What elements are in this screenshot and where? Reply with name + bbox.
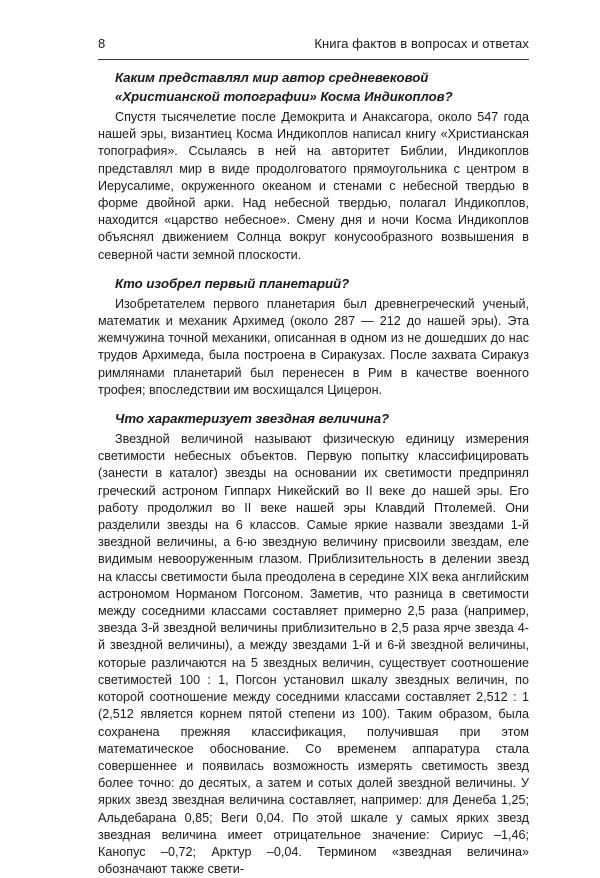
- page-body: [98, 68, 529, 878]
- page-header: [98, 36, 529, 58]
- section-magnitude: [98, 409, 529, 878]
- answer-paragraph: Спустя тысячелетие после Демокрита и Анаксагора, около 547 года нашей эры, византиец Косма Индикоплов написал книгу «Христианская топография». Ссылаясь в ней на авторитет Библии, Индикоплов представлял мир в виде продолговатого прямоугольника с центром в Иерусалиме, окруженного океаном и стенами с небесной твердью в форме двойной арки. Над небесной твердью, полагал Индикоплов, находится «царство небесное». Смену дня и ночи Косма Индикоплов объяснял движением Солнца вокруг конусообразного возвышения в северной части земной плоскости.: [98, 110, 529, 262]
- running-title: Книга фактов в вопросах и ответах: [314, 36, 529, 51]
- section-planetarium: [98, 274, 529, 399]
- question-heading: Кто изобрел первый планетарий?: [115, 275, 350, 291]
- header-rule: [98, 59, 529, 60]
- answer-paragraph: Звездной величиной называют физическую единицу измерения светимости небесных объектов. Первую попытку классифицировать (занести в каталог) звезды на основании их светимости предпринял греческий астроном Гиппарх Никейский во II веке до нашей эры. Его работу продолжил во II веке нашей эры Клавдий Птолемей. Они разделили звезды на 6 классов. Самые яркие назвали звездами 1-й звездной величины, а 6-ю звездную величину присвоили звездам, еле видимым невооруженным глазом. Приблизительность в делении звезд на классы светимости была преодолена в середине XIX века английским астрономом Норманом Погсоном. Заметив, что разница в светимости между соседними классами составляет примерно 2,5 раза (например, звезда 3-й звездной величины приблизительно в 2,5 раза ярче звезда 4-й звездной величины), а между звездами 1-й и 6-й звездной величины, которые различаются на 5 звездных величин, существует соотношение светимостей 100 : 1, Погсон установил шкалу звездных величин, по которой соотношение между соседними классами составляет 2,512 : 1 (2,512 является корнем пятой степени из 100). Таким образом, была сохранена прежняя классификация, получившая при этом математическое обоснование. Со временем аппаратура стала совершеннее и появилась возможность измерять светимость звезд более точно: до десятых, а затем и сотых долей звездной величины. У ярких звезд звездная величина составляет, например: для Денеба 1,25; Альдебарана 0,85; Веги 0,04. По этой шкале у самых ярких звезд звездная величина имеет отрицательное значение: Сириус –1,46; Канопус –0,72; Арктур –0,04. Термином «звездная величина» обозначают также свети-: [98, 432, 529, 877]
- question-heading: Каким представлял мир автор средневековой «Христианской топографии» Косма Индикоплов?: [115, 70, 453, 104]
- page-number: 8: [98, 36, 106, 51]
- section-cosmas: [98, 68, 529, 264]
- answer-paragraph: Изобретателем первого планетария был древнегреческий ученый, математик и механик Архимед (около 287 — 212 до нашей эры). Эта жемчужина точной механики, описанная в одном из не дошедших до нас трудов Архимеда, была построена в Сиракузах. После захвата Сиракуз римлянами планетарий был перенесен в Рим в качестве военного трофея; впоследствии им восхищался Цицерон.: [98, 296, 529, 397]
- question-heading: Что характеризует звездная величина?: [115, 411, 390, 427]
